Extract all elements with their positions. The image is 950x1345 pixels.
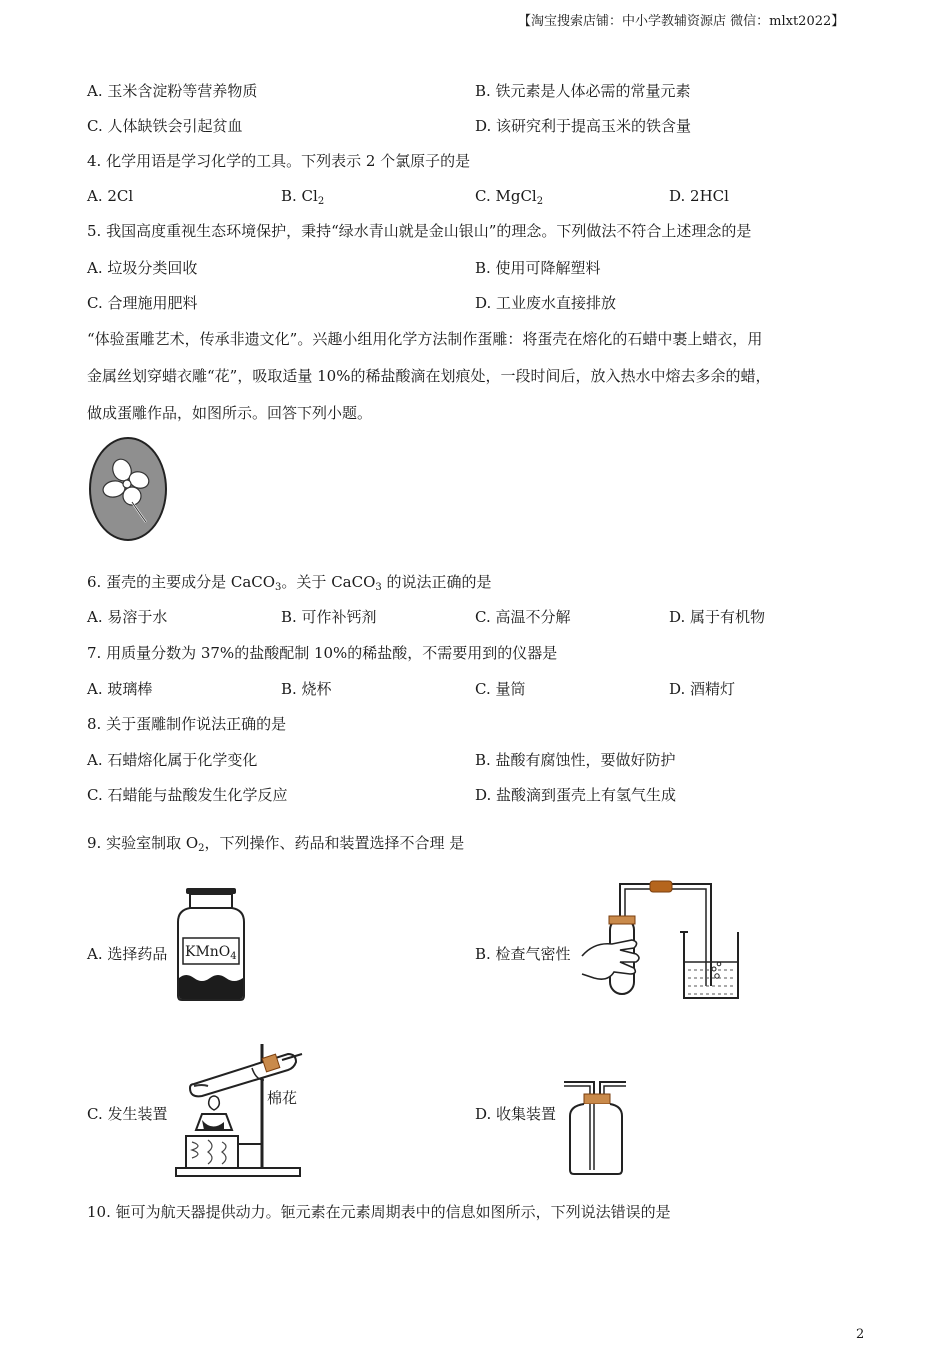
egg-carving-figure	[88, 436, 170, 542]
q6-option-d: D. 属于有机物	[669, 608, 766, 626]
q4-option-d: D. 2HCl	[669, 187, 729, 205]
q7-stem: 7. 用质量分数为 37%的盐酸配制 10%的稀盐酸，不需要用到的仪器是	[87, 644, 558, 662]
passage-line-2: 金属丝划穿蜡衣雕“花”，吸取适量 10%的稀盐酸滴在划痕处，一段时间后，放入热水中熔去多余的蜡，	[87, 367, 771, 385]
q3-option-a: A. 玉米含淀粉等营养物质	[87, 82, 258, 100]
q8-option-b: B. 盐酸有腐蚀性，要做好防护	[475, 751, 676, 769]
page-header: 【淘宝搜索店铺：中小学教辅资源店 微信：mlxt2022】	[518, 14, 845, 29]
q5-option-c: C. 合理施用肥料	[87, 294, 198, 312]
q4-option-b: B. $Cl_2$	[281, 187, 325, 207]
q6-option-c: C. 高温不分解	[475, 608, 571, 626]
q4-option-a: A. 2Cl	[87, 187, 134, 205]
q9-option-a: A. 选择药品	[87, 945, 168, 963]
q9-option-d: D. 收集装置	[475, 1105, 557, 1123]
q5-option-a: A. 垃圾分类回收	[87, 259, 198, 277]
gas-collection-bottle	[560, 1076, 632, 1178]
q7-option-a: A. 玻璃棒	[87, 680, 153, 698]
q7-option-b: B. 烧杯	[281, 680, 332, 698]
gas-generation-apparatus	[172, 1040, 312, 1178]
kmno4-label: KMnO$_4$	[185, 944, 237, 962]
q4-option-c: C. MgCl$_2$	[475, 187, 544, 207]
airtightness-check-apparatus	[580, 878, 742, 1004]
q8-option-c: C. 石蜡能与盐酸发生化学反应	[87, 786, 288, 804]
page-number: 2	[856, 1327, 865, 1342]
q9-option-b: B. 检查气密性	[475, 945, 571, 963]
cotton-callout: 棉花	[267, 1089, 298, 1107]
q6-option-b: B. 可作补钙剂	[281, 608, 377, 626]
q7-option-d: D. 酒精灯	[669, 680, 736, 698]
q5-stem: 5. 我国高度重视生态环境保护，秉持“绿水青山就是金山银山”的理念。下列做法不符合上述理念的是	[87, 222, 752, 240]
passage-line-1: “体验蛋雕艺术，传承非遗文化”。兴趣小组用化学方法制作蛋雕：将蛋壳在熔化的石蜡中裹上蜡衣，用	[87, 330, 763, 348]
q3-option-c: C. 人体缺铁会引起贫血	[87, 117, 243, 135]
q9-option-c: C. 发生装置	[87, 1105, 168, 1123]
q10-stem: 10. 钷可为航天器提供动力。钷元素在元素周期表中的信息如图所示，下列说法错误的是	[87, 1203, 671, 1221]
q3-option-b: B. 铁元素是人体必需的常量元素	[475, 82, 691, 100]
q9-stem: 9. 实验室制取 $O_2$，下列操作、药品和装置选择不合理 是	[87, 834, 465, 854]
q6-option-a: A. 易溶于水	[87, 608, 168, 626]
q6-stem: 6. 蛋壳的主要成分是 CaCO$_3$。关于 CaCO$_3$ 的说法正确的是	[87, 573, 492, 593]
q8-option-a: A. 石蜡熔化属于化学变化	[87, 751, 258, 769]
q3-option-d: D. 该研究利于提高玉米的铁含量	[475, 117, 692, 135]
q8-stem: 8. 关于蛋雕制作说法正确的是	[87, 715, 287, 733]
q5-option-b: B. 使用可降解塑料	[475, 259, 601, 277]
passage-line-3: 做成蛋雕作品，如图所示。回答下列小题。	[87, 404, 373, 422]
q8-option-d: D. 盐酸滴到蛋壳上有氢气生成	[475, 786, 677, 804]
q4-stem: 4. 化学用语是学习化学的工具。下列表示 2 个氯原子的是	[87, 152, 471, 170]
q7-option-c: C. 量筒	[475, 680, 526, 698]
q5-option-d: D. 工业废水直接排放	[475, 294, 617, 312]
